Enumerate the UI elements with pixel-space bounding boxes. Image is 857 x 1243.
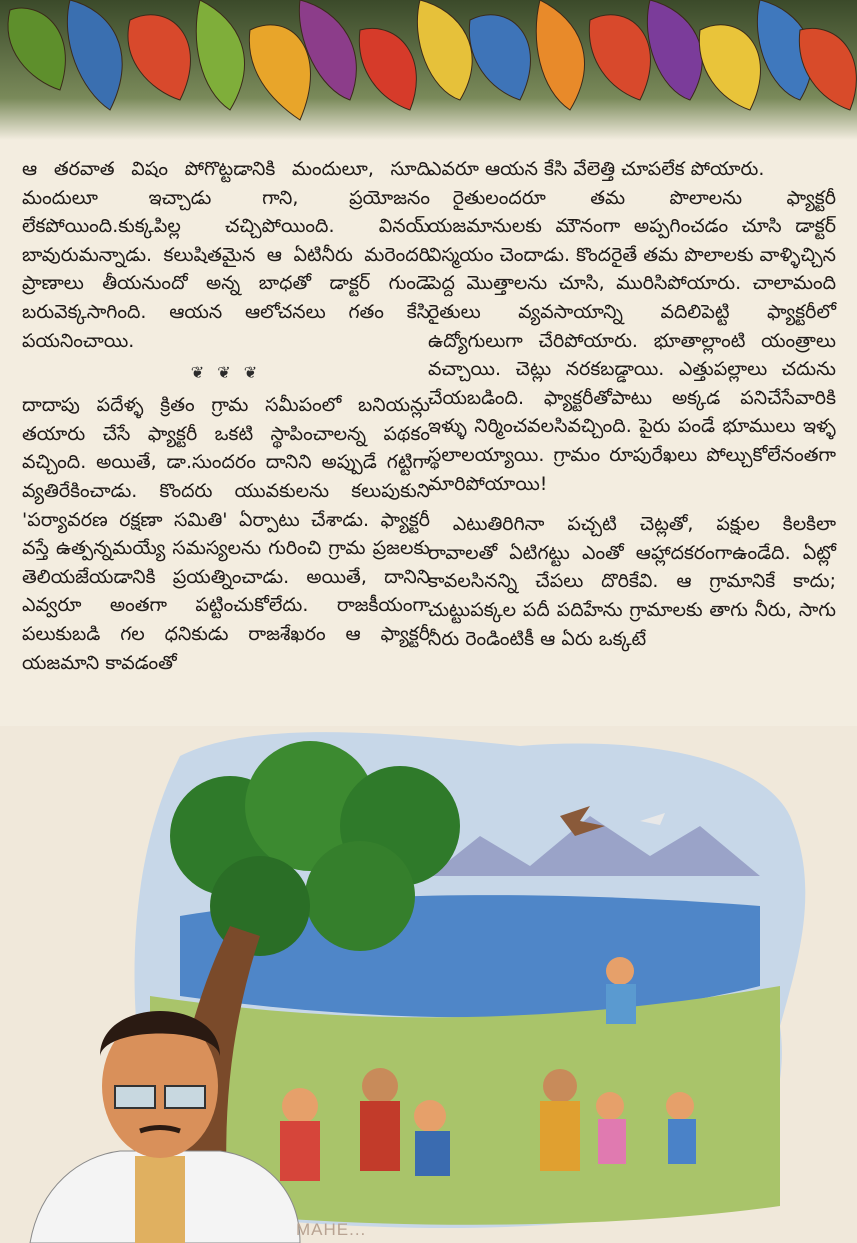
left-paragraph-2: దాదాపు పదేళ్ళ క్రితం గ్రామ సమీపంలో బనియన్లు తయారు చేసే ఫ్యాక్టరీ ఒకటి స్థాపించాలన్న పథకం వచ్చింది. అయితే, డా.సుందరం దానిని అప్పుడే గట్టిగా వ్యతిరేకించాడు. కొందరు యువకులను కలుపుకుని 'పర్యావరణ రక్షణా సమితి' ఏర్పాటు చేశాడు. ఫ్యాక్టరీ వస్తే ఉత్పన్నమయ్యే సమస్యలను గురించి గ్రామ ప్రజలకు తెలియజేయడానికి ప్రయత్నించాడు. అయితే, దానిని ఎవ్వరూ అంతగా పట్టించుకోలేదు. రాజకీయంగా పలుకుబడి గల ధనికుడు రాజశేఖరం ఆ ఫ్యాక్టరీ యజమాని కావడంతో [22, 394, 430, 674]
artist-signature: MAHE... [296, 1220, 367, 1239]
left-column [22, 155, 430, 677]
leaf-banner [0, 0, 857, 140]
right-column [428, 155, 836, 653]
section-separator: ❦ ❦ ❦ [190, 363, 262, 383]
right-paragraph-1: ఎవరూ ఆయన కేసి వేలెత్తి చూపలేక పోయారు. [428, 158, 765, 180]
right-paragraph-2: రైతులందరూ తమ పొలాలను ఫ్యాక్టరీ యజమానులకు మౌనంగా అప్పగించడం చూసి డాక్టర్ విస్మయం చెందాడు. కొందరైతే తమ పొలాలకు వాళ్ళిచ్చిన పెద్ద మొత్తాలను చూసి, మురిసిపోయారు. చాలామంది రైతులు వ్యవసాయాన్ని వదిలిపెట్టి ఫ్యాక్టరీలో ఉద్యోగులుగా చేరిపోయారు. భూతాల్లాంటి యంత్రాలు వచ్చాయి. చెట్లు నరకబడ్డాయి. ఎత్తుపల్లాలు చదును చేయబడింది. ఫ్యాక్టరీతోపాటు అక్కడ పనిచేసేవారికి ఇళ్ళు నిర్మించవలసివచ్చింది. పైరు పండే భూములు ఇళ్ళ స్థలాలయ్యాయి. గ్రామం రూపురేఖలు పోల్చుకోలేనంతగా మారిపోయాయి! [428, 186, 836, 495]
story-illustration [0, 726, 857, 1243]
left-paragraph-1: ఆ తరవాత విషం పోగొట్టడానికి మందులూ, సూది మందులూ ఇచ్చాడు గాని, ప్రయోజనం లేకపోయింది.కుక్కపిల్ల చచ్చిపోయింది. వినయ్ బావురుమన్నాడు. కలుషితమైన ఆ ఏటినీరు మరెందరి ప్రాణాలు తీయనుందో అన్న బాధతో డాక్టర్ గుండె బరువెక్కసాగింది. ఆయన ఆలోచనలు గతం కేసి పయనించాయి. [22, 158, 430, 352]
right-paragraph-3: ఎటుతిరిగినా పచ్చటి చెట్లతో, పక్షుల కిలకిలా రావాలతో ఏటిగట్టు ఎంతో ఆహ్లాదకరంగాఉండేది. ఏట్లో కావలసినన్ని చేపలు దొరికేవి. ఆ గ్రామానికే కాదు; చుట్టుపక్కల పదీ పదిహేను గ్రామాలకు తాగు నీరు, సాగు నీరు రెండింటికీ ఆ ఏరు ఒక్కటే [428, 513, 836, 650]
